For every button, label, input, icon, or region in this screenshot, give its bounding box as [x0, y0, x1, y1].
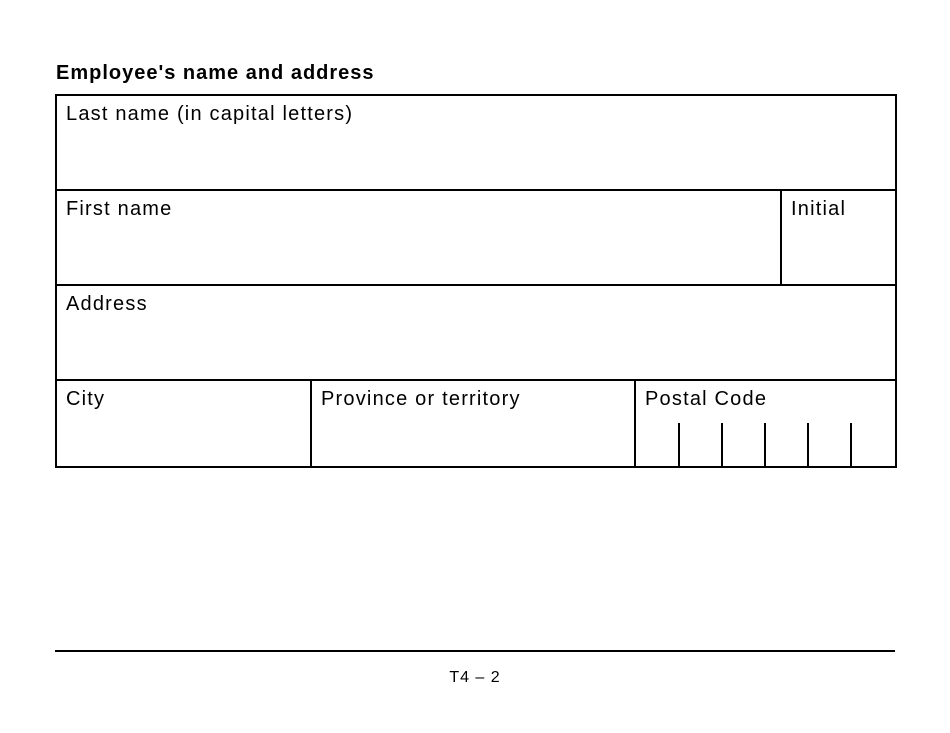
- postal-code-label: Postal Code: [645, 388, 768, 410]
- initial-field[interactable]: [782, 191, 895, 284]
- postal-code-box-divider: [807, 423, 809, 466]
- postal-code-field[interactable]: [636, 381, 895, 466]
- city-label: City: [66, 388, 106, 410]
- page-number: T4 – 2: [449, 669, 501, 686]
- last-name-row: [57, 96, 895, 191]
- first-name-row: [57, 191, 895, 286]
- last-name-field[interactable]: [57, 96, 895, 189]
- address-row: [57, 286, 895, 381]
- first-name-label: First name: [66, 198, 173, 220]
- section-title: Employee's name and address: [56, 62, 375, 84]
- address-field[interactable]: [57, 286, 895, 379]
- city-province-postal-row: [57, 381, 895, 466]
- postal-code-character-boxes: [636, 423, 895, 466]
- address-label: Address: [66, 293, 148, 315]
- postal-code-box-divider: [764, 423, 766, 466]
- employee-address-form: [55, 94, 897, 468]
- province-field[interactable]: [312, 381, 636, 466]
- postal-code-box-divider: [850, 423, 852, 466]
- postal-code-box-divider: [721, 423, 723, 466]
- city-field[interactable]: [57, 381, 312, 466]
- first-name-field[interactable]: [57, 191, 782, 284]
- postal-code-box-divider: [678, 423, 680, 466]
- last-name-label: Last name (in capital letters): [66, 103, 354, 125]
- initial-label: Initial: [791, 198, 847, 220]
- province-label: Province or territory: [321, 388, 521, 410]
- footer-divider: [55, 650, 895, 652]
